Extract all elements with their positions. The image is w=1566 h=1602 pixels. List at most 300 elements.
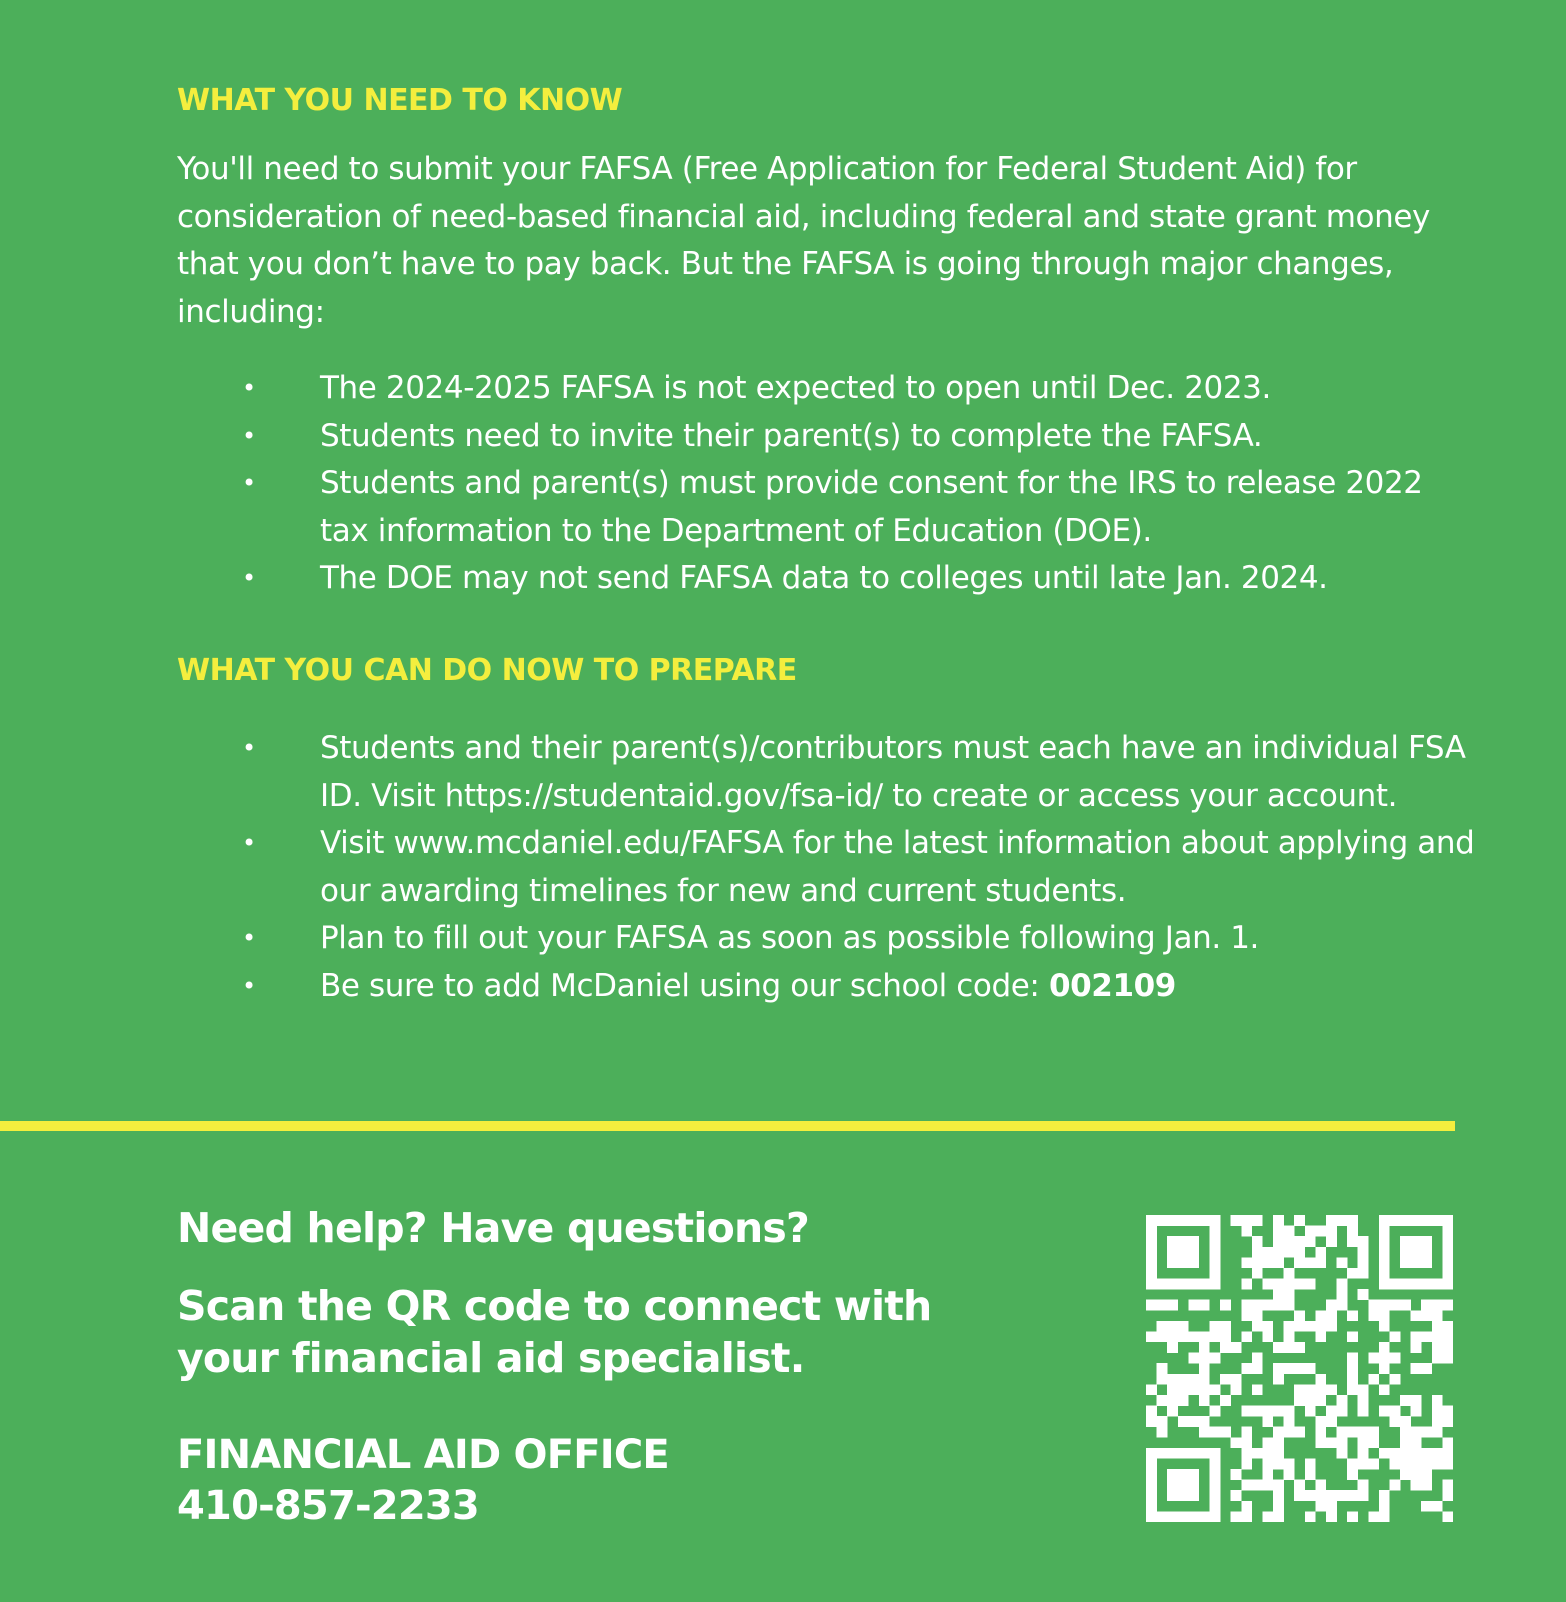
qr-module xyxy=(1167,1279,1178,1290)
qr-module xyxy=(1241,1511,1252,1522)
qr-module xyxy=(1262,1247,1273,1258)
qr-module xyxy=(1368,1300,1379,1311)
qr-module xyxy=(1146,1226,1157,1237)
qr-module xyxy=(1411,1257,1422,1268)
qr-module xyxy=(1305,1279,1316,1290)
qr-module xyxy=(1210,1448,1221,1459)
qr-module xyxy=(1442,1257,1453,1268)
school-code: 002109 xyxy=(1048,967,1176,1004)
qr-module xyxy=(1157,1448,1168,1459)
qr-module xyxy=(1315,1437,1326,1448)
qr-module xyxy=(1294,1490,1305,1501)
qr-module xyxy=(1252,1448,1263,1459)
qr-module xyxy=(1337,1279,1348,1290)
qr-module xyxy=(1347,1363,1358,1374)
qr-module xyxy=(1157,1395,1168,1406)
qr-module xyxy=(1347,1511,1358,1522)
qr-module xyxy=(1368,1437,1379,1448)
qr-module xyxy=(1167,1257,1178,1268)
qr-module xyxy=(1347,1310,1358,1321)
qr-module xyxy=(1273,1247,1284,1258)
qr-module xyxy=(1411,1469,1422,1480)
qr-module xyxy=(1305,1469,1316,1480)
qr-module xyxy=(1315,1321,1326,1332)
qr-module xyxy=(1210,1215,1221,1226)
qr-module xyxy=(1262,1469,1273,1480)
qr-module xyxy=(1432,1342,1443,1353)
qr-module xyxy=(1379,1501,1390,1512)
section-heading-need-to-know: WHAT YOU NEED TO KNOW xyxy=(177,83,623,118)
qr-module xyxy=(1210,1353,1221,1364)
qr-module xyxy=(1199,1416,1210,1427)
qr-module xyxy=(1347,1458,1358,1469)
qr-module xyxy=(1347,1215,1358,1226)
qr-module xyxy=(1210,1321,1221,1332)
qr-module xyxy=(1379,1279,1390,1290)
qr-module xyxy=(1389,1279,1400,1290)
qr-module xyxy=(1389,1480,1400,1491)
qr-module xyxy=(1146,1448,1157,1459)
qr-module xyxy=(1157,1511,1168,1522)
qr-module xyxy=(1188,1300,1199,1311)
qr-module xyxy=(1284,1236,1295,1247)
qr-module xyxy=(1379,1257,1390,1268)
qr-module xyxy=(1241,1215,1252,1226)
qr-module xyxy=(1273,1215,1284,1226)
qr-module xyxy=(1146,1480,1157,1491)
qr-module xyxy=(1220,1374,1231,1385)
list-item-text: Students and their parent(s)/contributors must each have an individual FSA ID. Visit https://studentaid.gov/fsa-id/ to create or access your account. xyxy=(320,730,1466,814)
qr-module xyxy=(1167,1321,1178,1332)
qr-module xyxy=(1284,1300,1295,1311)
qr-module xyxy=(1157,1279,1168,1290)
qr-module xyxy=(1262,1279,1273,1290)
qr-module xyxy=(1178,1490,1189,1501)
qr-module xyxy=(1347,1374,1358,1385)
qr-module xyxy=(1178,1236,1189,1247)
qr-module xyxy=(1432,1300,1443,1311)
qr-module xyxy=(1442,1353,1453,1364)
qr-module xyxy=(1178,1215,1189,1226)
qr-module xyxy=(1273,1511,1284,1522)
qr-module xyxy=(1315,1480,1326,1491)
divider xyxy=(0,1121,1455,1131)
qr-module xyxy=(1199,1363,1210,1374)
qr-module xyxy=(1358,1395,1369,1406)
qr-module xyxy=(1167,1511,1178,1522)
list-item xyxy=(0,725,1566,820)
qr-module xyxy=(1241,1437,1252,1448)
qr-module xyxy=(1337,1289,1348,1300)
qr-module xyxy=(1210,1331,1221,1342)
qr-module xyxy=(1241,1427,1252,1438)
qr-module xyxy=(1210,1480,1221,1491)
qr-module xyxy=(1188,1480,1199,1491)
qr-module xyxy=(1400,1469,1411,1480)
qr-module xyxy=(1358,1480,1369,1491)
qr-module xyxy=(1284,1342,1295,1353)
qr-module xyxy=(1442,1236,1453,1247)
qr-module xyxy=(1284,1416,1295,1427)
qr-module xyxy=(1210,1279,1221,1290)
qr-module xyxy=(1421,1448,1432,1459)
list-item-text: Students and parent(s) must provide consent for the IRS to release 2022 tax information to the Department of Education (DOE). xyxy=(320,465,1423,549)
qr-module xyxy=(1326,1310,1337,1321)
qr-module xyxy=(1273,1289,1284,1300)
qr-module xyxy=(1379,1490,1390,1501)
qr-module xyxy=(1220,1300,1231,1311)
qr-module xyxy=(1210,1490,1221,1501)
qr-module xyxy=(1252,1300,1263,1311)
qr-module xyxy=(1432,1331,1443,1342)
qr-module xyxy=(1411,1427,1422,1438)
qr-module xyxy=(1411,1342,1422,1353)
qr-module xyxy=(1220,1331,1231,1342)
qr-module xyxy=(1284,1458,1295,1469)
qr-module xyxy=(1188,1448,1199,1459)
qr-module xyxy=(1241,1363,1252,1374)
qr-module xyxy=(1379,1384,1390,1395)
qr-module xyxy=(1178,1374,1189,1385)
qr-module xyxy=(1157,1215,1168,1226)
qr-module xyxy=(1337,1300,1348,1311)
qr-module xyxy=(1442,1268,1453,1279)
qr-module xyxy=(1442,1406,1453,1417)
qr-module xyxy=(1326,1437,1337,1448)
qr-module xyxy=(1337,1406,1348,1417)
section-heading-prepare: WHAT YOU CAN DO NOW TO PREPARE xyxy=(177,653,797,688)
qr-module xyxy=(1188,1511,1199,1522)
qr-module xyxy=(1167,1490,1178,1501)
qr-module xyxy=(1188,1374,1199,1385)
qr-module xyxy=(1326,1226,1337,1237)
qr-module xyxy=(1368,1427,1379,1438)
qr-module xyxy=(1231,1374,1242,1385)
qr-module xyxy=(1442,1437,1453,1448)
list-item xyxy=(0,365,1566,413)
qr-module xyxy=(1421,1247,1432,1258)
qr-module xyxy=(1178,1395,1189,1406)
qr-module xyxy=(1400,1427,1411,1438)
qr-module xyxy=(1326,1384,1337,1395)
qr-module xyxy=(1358,1437,1369,1448)
qr-module xyxy=(1231,1384,1242,1395)
qr-module xyxy=(1188,1236,1199,1247)
qr-module xyxy=(1178,1384,1189,1395)
qr-module xyxy=(1379,1511,1390,1522)
qr-module xyxy=(1326,1490,1337,1501)
qr-module xyxy=(1389,1458,1400,1469)
qr-module xyxy=(1146,1501,1157,1512)
qr-module xyxy=(1358,1236,1369,1247)
qr-module xyxy=(1167,1384,1178,1395)
qr-module xyxy=(1157,1300,1168,1311)
qr-module xyxy=(1167,1236,1178,1247)
qr-module xyxy=(1273,1279,1284,1290)
qr-module xyxy=(1167,1300,1178,1311)
qr-module xyxy=(1400,1416,1411,1427)
qr-module xyxy=(1284,1321,1295,1332)
qr-module xyxy=(1294,1321,1305,1332)
qr-module xyxy=(1241,1331,1252,1342)
qr-module xyxy=(1432,1416,1443,1427)
qr-module xyxy=(1252,1236,1263,1247)
qr-module xyxy=(1273,1448,1284,1459)
qr-module xyxy=(1315,1384,1326,1395)
qr-module xyxy=(1305,1395,1316,1406)
qr-module xyxy=(1432,1448,1443,1459)
qr-module xyxy=(1284,1331,1295,1342)
qr-module xyxy=(1337,1490,1348,1501)
qr-module xyxy=(1315,1331,1326,1342)
qr-module xyxy=(1241,1310,1252,1321)
qr-module xyxy=(1358,1448,1369,1459)
office-phone: 410-857-2233 xyxy=(177,1483,479,1529)
qr-module xyxy=(1231,1469,1242,1480)
qr-module xyxy=(1262,1511,1273,1522)
qr-module xyxy=(1210,1406,1221,1417)
qr-module xyxy=(1231,1490,1242,1501)
qr-module xyxy=(1400,1395,1411,1406)
qr-module xyxy=(1389,1374,1400,1385)
qr-module xyxy=(1210,1511,1221,1522)
qr-module xyxy=(1273,1437,1284,1448)
qr-module xyxy=(1358,1406,1369,1417)
qr-module xyxy=(1294,1257,1305,1268)
qr-module xyxy=(1157,1363,1168,1374)
qr-module xyxy=(1442,1247,1453,1258)
qr-module xyxy=(1199,1374,1210,1385)
qr-module xyxy=(1284,1289,1295,1300)
qr-module xyxy=(1199,1342,1210,1353)
qr-module xyxy=(1199,1448,1210,1459)
qr-module xyxy=(1252,1310,1263,1321)
help-question: Need help? Have questions? xyxy=(177,1204,809,1252)
qr-module xyxy=(1252,1480,1263,1491)
qr-module xyxy=(1337,1427,1348,1438)
qr-module xyxy=(1442,1458,1453,1469)
qr-module xyxy=(1379,1448,1390,1459)
bullet-icon: • xyxy=(242,924,256,952)
qr-module xyxy=(1305,1321,1316,1332)
qr-module xyxy=(1432,1501,1443,1512)
qr-module xyxy=(1199,1215,1210,1226)
qr-module xyxy=(1442,1279,1453,1290)
qr-module xyxy=(1442,1511,1453,1522)
qr-module xyxy=(1284,1268,1295,1279)
qr-module xyxy=(1262,1321,1273,1332)
qr-module xyxy=(1411,1406,1422,1417)
list-item xyxy=(0,963,1566,1011)
qr-module xyxy=(1389,1300,1400,1311)
qr-module xyxy=(1146,1279,1157,1290)
qr-module xyxy=(1389,1215,1400,1226)
qr-module xyxy=(1252,1321,1263,1332)
qr-module xyxy=(1347,1236,1358,1247)
qr-module xyxy=(1337,1448,1348,1459)
qr-module xyxy=(1432,1279,1443,1290)
qr-module xyxy=(1358,1490,1369,1501)
qr-module xyxy=(1400,1257,1411,1268)
qr-module xyxy=(1305,1226,1316,1237)
qr-module xyxy=(1442,1480,1453,1491)
qr-module xyxy=(1358,1384,1369,1395)
qr-module xyxy=(1178,1511,1189,1522)
qr-module xyxy=(1294,1363,1305,1374)
qr-module xyxy=(1262,1300,1273,1311)
qr-module xyxy=(1315,1310,1326,1321)
qr-module xyxy=(1284,1226,1295,1237)
qr-module xyxy=(1379,1353,1390,1364)
qr-module xyxy=(1273,1501,1284,1512)
qr-module xyxy=(1188,1353,1199,1364)
qr-module xyxy=(1368,1511,1379,1522)
qr-module xyxy=(1326,1215,1337,1226)
qr-module xyxy=(1326,1501,1337,1512)
qr-module xyxy=(1389,1406,1400,1417)
qr-module xyxy=(1262,1406,1273,1417)
help-instruction: Scan the QR code to connect with your financial aid specialist. xyxy=(177,1282,932,1382)
qr-module xyxy=(1157,1331,1168,1342)
list-item-text: Visit www.mcdaniel.edu/FAFSA for the latest information about applying and our awarding timelines for new and current students. xyxy=(320,825,1475,909)
qr-module xyxy=(1294,1310,1305,1321)
list-item xyxy=(0,413,1566,461)
qr-module xyxy=(1326,1300,1337,1311)
qr-module xyxy=(1379,1236,1390,1247)
qr-module xyxy=(1146,1511,1157,1522)
qr-module xyxy=(1146,1236,1157,1247)
list-item xyxy=(0,555,1566,603)
bullet-icon: • xyxy=(242,734,256,762)
qr-module xyxy=(1146,1257,1157,1268)
qr-module xyxy=(1379,1300,1390,1311)
qr-module xyxy=(1368,1310,1379,1321)
qr-module xyxy=(1411,1310,1422,1321)
qr-module xyxy=(1432,1353,1443,1364)
qr-module xyxy=(1262,1458,1273,1469)
qr-module xyxy=(1199,1300,1210,1311)
qr-module xyxy=(1411,1448,1422,1459)
qr-module xyxy=(1188,1416,1199,1427)
qr-module xyxy=(1231,1215,1242,1226)
qr-module xyxy=(1262,1437,1273,1448)
qr-module xyxy=(1326,1406,1337,1417)
qr-module xyxy=(1146,1469,1157,1480)
qr-module xyxy=(1347,1226,1358,1237)
qr-module xyxy=(1315,1427,1326,1438)
qr-module xyxy=(1241,1257,1252,1268)
qr-module xyxy=(1146,1384,1157,1395)
qr-module xyxy=(1210,1458,1221,1469)
qr-code-icon[interactable] xyxy=(1146,1215,1453,1522)
qr-module xyxy=(1210,1501,1221,1512)
qr-module xyxy=(1294,1342,1305,1353)
qr-module xyxy=(1358,1257,1369,1268)
qr-module xyxy=(1157,1321,1168,1332)
list-item-text: The DOE may not send FAFSA data to colleges until late Jan. 2024. xyxy=(320,560,1328,596)
qr-module xyxy=(1178,1480,1189,1491)
qr-module xyxy=(1421,1310,1432,1321)
qr-module xyxy=(1262,1448,1273,1459)
qr-module xyxy=(1167,1374,1178,1385)
qr-module xyxy=(1146,1458,1157,1469)
qr-module xyxy=(1188,1490,1199,1501)
bullet-icon: • xyxy=(242,374,256,402)
qr-module xyxy=(1421,1257,1432,1268)
qr-module xyxy=(1347,1427,1358,1438)
qr-module xyxy=(1305,1384,1316,1395)
qr-module xyxy=(1210,1226,1221,1237)
qr-module xyxy=(1241,1448,1252,1459)
qr-module xyxy=(1210,1247,1221,1258)
qr-module xyxy=(1421,1458,1432,1469)
qr-module xyxy=(1305,1511,1316,1522)
qr-module xyxy=(1305,1363,1316,1374)
qr-module xyxy=(1146,1300,1157,1311)
qr-module xyxy=(1146,1215,1157,1226)
qr-module xyxy=(1199,1511,1210,1522)
qr-module xyxy=(1220,1427,1231,1438)
qr-module xyxy=(1400,1300,1411,1311)
qr-module xyxy=(1379,1215,1390,1226)
qr-module xyxy=(1347,1353,1358,1364)
qr-module xyxy=(1188,1331,1199,1342)
qr-module xyxy=(1284,1363,1295,1374)
qr-module xyxy=(1379,1363,1390,1374)
qr-module xyxy=(1241,1226,1252,1237)
qr-module xyxy=(1157,1427,1168,1438)
qr-module xyxy=(1358,1289,1369,1300)
qr-module xyxy=(1421,1300,1432,1311)
qr-module xyxy=(1273,1406,1284,1417)
qr-module xyxy=(1167,1342,1178,1353)
qr-module xyxy=(1199,1395,1210,1406)
qr-module xyxy=(1199,1279,1210,1290)
qr-module xyxy=(1157,1416,1168,1427)
qr-module xyxy=(1273,1490,1284,1501)
office-name: FINANCIAL AID OFFICE xyxy=(177,1432,669,1478)
qr-module xyxy=(1241,1300,1252,1311)
list-item-text: The 2024-2025 FAFSA is not expected to open until Dec. 2023. xyxy=(320,370,1271,406)
qr-module xyxy=(1273,1300,1284,1311)
qr-module xyxy=(1178,1321,1189,1332)
qr-module xyxy=(1273,1342,1284,1353)
qr-module xyxy=(1262,1416,1273,1427)
need-to-know-list xyxy=(0,365,1566,603)
qr-module xyxy=(1305,1236,1316,1247)
qr-module xyxy=(1326,1511,1337,1522)
qr-module xyxy=(1326,1236,1337,1247)
qr-module xyxy=(1337,1437,1348,1448)
qr-module xyxy=(1442,1226,1453,1237)
qr-module xyxy=(1167,1469,1178,1480)
qr-module xyxy=(1326,1321,1337,1332)
qr-module xyxy=(1252,1353,1263,1364)
qr-module xyxy=(1305,1458,1316,1469)
qr-module xyxy=(1210,1236,1221,1247)
qr-module xyxy=(1315,1226,1326,1237)
qr-module xyxy=(1241,1501,1252,1512)
qr-module xyxy=(1273,1257,1284,1268)
qr-module xyxy=(1421,1279,1432,1290)
qr-module xyxy=(1358,1247,1369,1258)
qr-module xyxy=(1284,1279,1295,1290)
qr-module xyxy=(1157,1374,1168,1385)
qr-module xyxy=(1411,1437,1422,1448)
qr-module xyxy=(1337,1257,1348,1268)
qr-module xyxy=(1252,1406,1263,1417)
qr-module xyxy=(1241,1480,1252,1491)
